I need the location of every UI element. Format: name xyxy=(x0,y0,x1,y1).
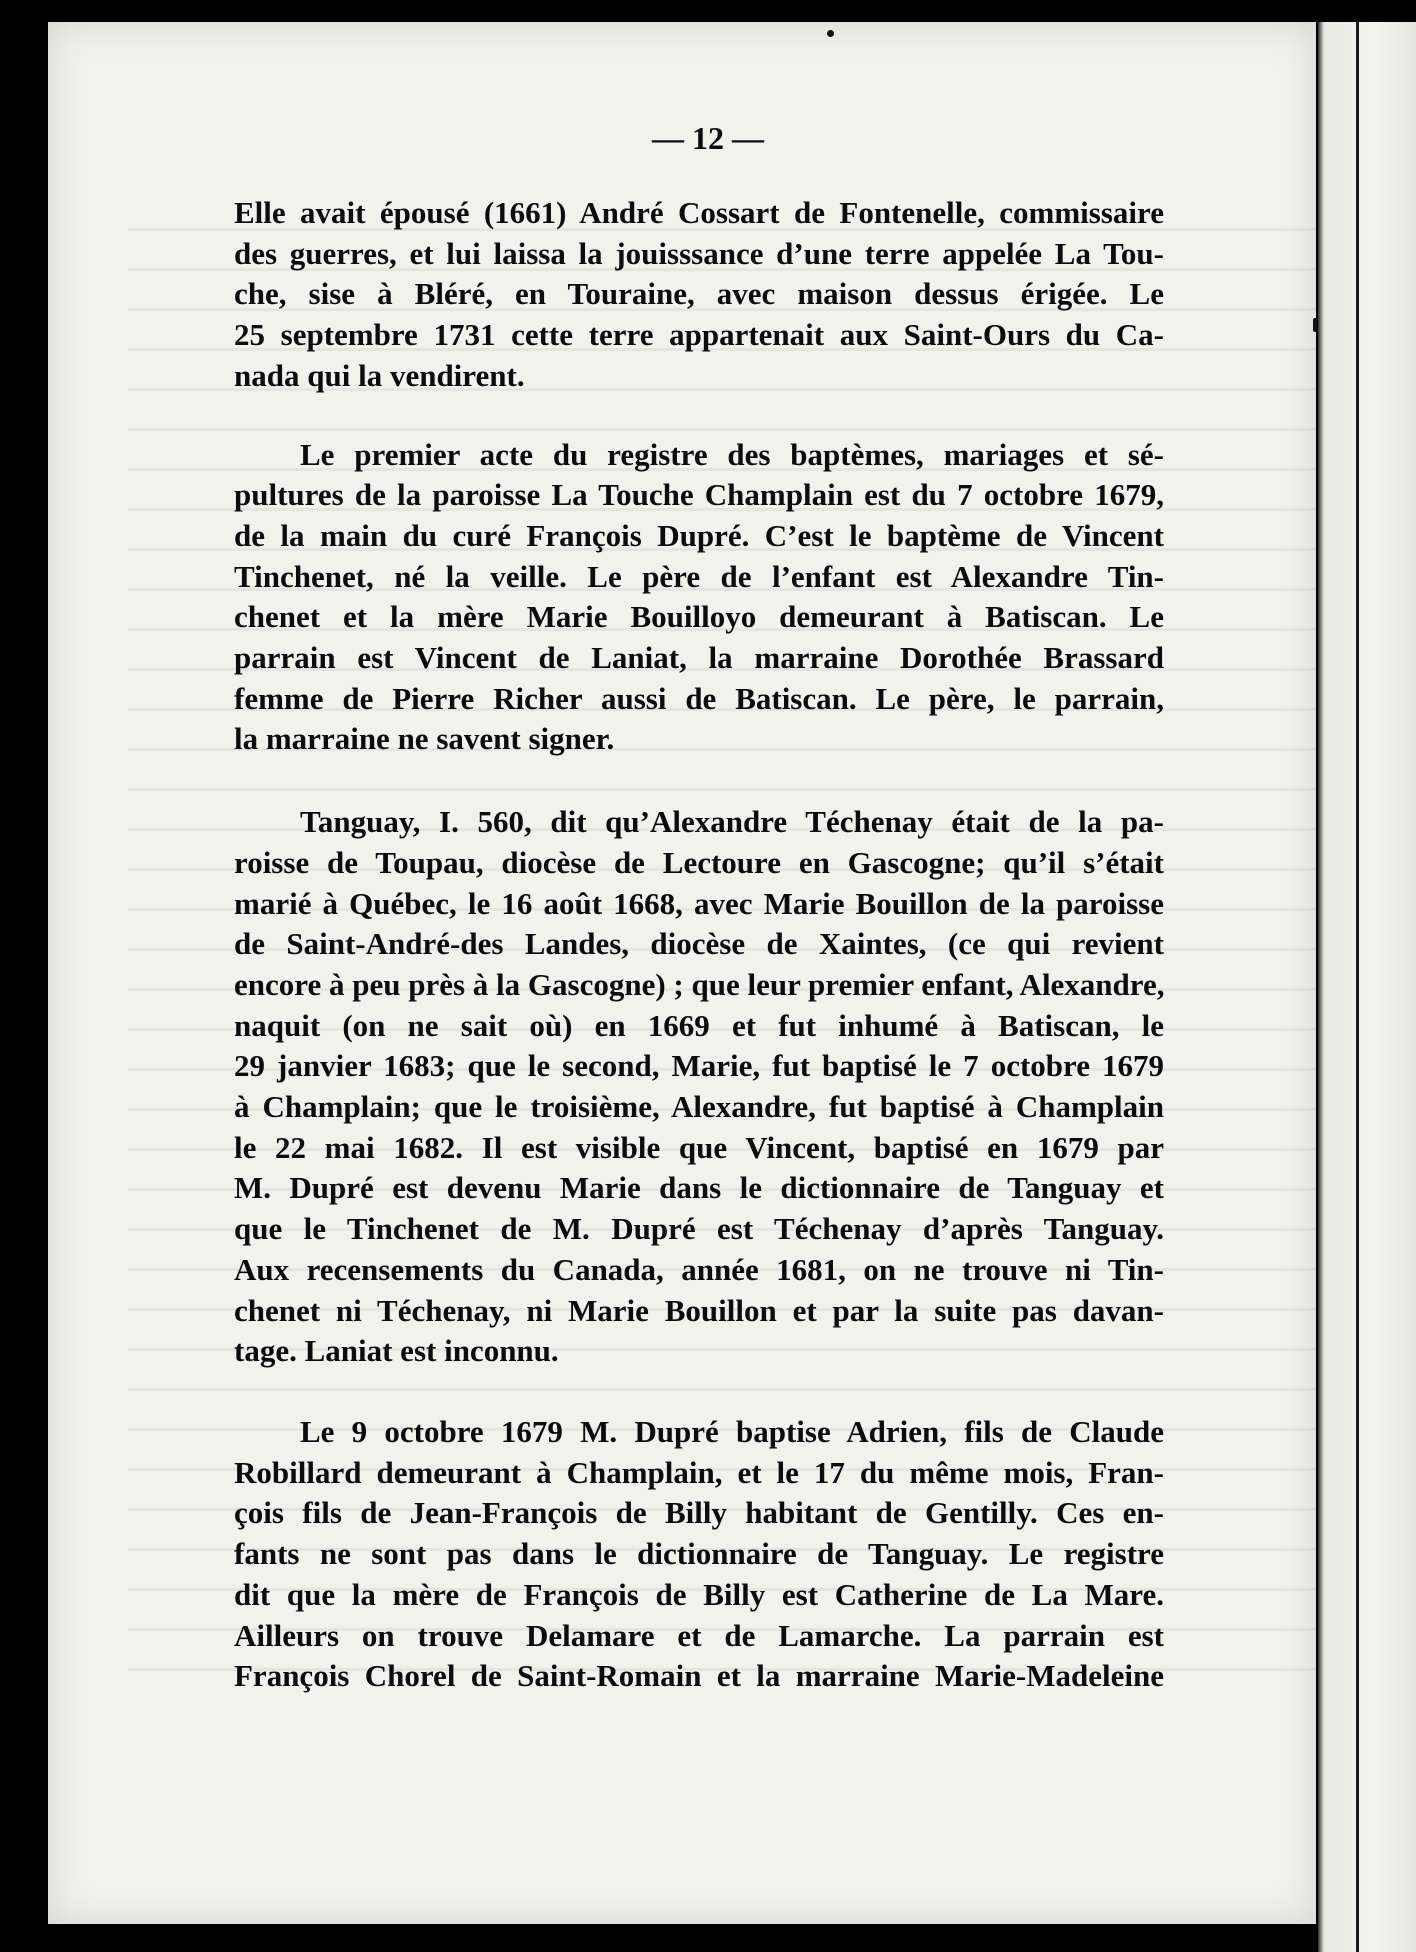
text-line: Aux recensements du Canada, année 1681, on ne trouve ni Tin- xyxy=(234,1251,1164,1287)
text-line: de la main du curé François Dupré. C’est le baptème de Vincent xyxy=(234,517,1164,553)
text-line: Ailleurs on trouve Delamare et de Lamarche. La parrain est xyxy=(234,1617,1164,1653)
text-line: pultures de la paroisse La Touche Champlain est du 7 octobre 1679, xyxy=(234,477,1164,513)
paragraph xyxy=(234,193,1164,397)
text-line: le 22 mai 1682. Il est visible que Vincent, baptisé en 1679 par xyxy=(234,1129,1164,1165)
text-line: encore à peu près à la Gascogne) ; que leur premier enfant, Alexandre, xyxy=(234,966,1165,1002)
text-line: nada qui la vendirent. xyxy=(234,357,525,393)
paragraph xyxy=(234,435,1164,761)
text-line: Tinchenet, né la veille. Le père de l’enfant est Alexandre Tin- xyxy=(234,558,1164,594)
text-line: M. Dupré est devenu Marie dans le dictionnaire de Tanguay et xyxy=(234,1170,1164,1206)
text-line: que le Tinchenet de M. Dupré est Téchenay d’après Tanguay. xyxy=(234,1211,1164,1247)
text-line: naquit (on ne sait où) en 1669 et fut inhumé à Batiscan, le xyxy=(234,1007,1164,1043)
text-line: des guerres, et lui laissa la jouisssance d’une terre appelée La Tou- xyxy=(234,235,1164,271)
text-line: chenet et la mère Marie Bouilloyo demeurant à Batiscan. Le xyxy=(234,599,1164,635)
text-line: dit que la mère de François de Billy est Catherine de La Mare. xyxy=(234,1576,1164,1612)
text-line: roisse de Toupau, diocèse de Lectoure en Gascogne; qu’il s’était xyxy=(234,844,1164,880)
text-line: Robillard demeurant à Champlain, et le 17 du même mois, Fran- xyxy=(234,1454,1164,1490)
body-text xyxy=(234,193,1164,1697)
text-line: à Champlain; que le troisième, Alexandre, fut baptisé à Champlain xyxy=(234,1089,1164,1125)
text-line: de Saint-André-des Landes, diocèse de Xaintes, (ce qui revient xyxy=(234,926,1164,962)
text-line: Elle avait épousé (1661) André Cossart de Fontenelle, commissaire xyxy=(234,195,1164,230)
text-line: femme de Pierre Richer aussi de Batiscan. Le père, le parrain, xyxy=(234,680,1164,716)
text-line: che, sise à Bléré, en Touraine, avec maison dessus érigée. Le xyxy=(234,276,1164,312)
text-line: Le premier acte du registre des baptèmes, mariages et sé- xyxy=(300,436,1164,472)
text-line: fants ne sont pas dans le dictionnaire de Tanguay. Le registre xyxy=(234,1536,1164,1572)
text-line: çois fils de Jean-François de Billy habitant de Gentilly. Ces en- xyxy=(234,1495,1164,1531)
text-line: parrain est Vincent de Laniat, la marraine Dorothée Brassard xyxy=(234,640,1164,676)
text-line: François Chorel de Saint-Romain et la marraine Marie-Madeleine xyxy=(234,1658,1164,1694)
adjacent-page-edge xyxy=(1318,22,1416,1952)
text-line: chenet ni Téchenay, ni Marie Bouillon et par la suite pas davan- xyxy=(234,1292,1164,1328)
scan-speck xyxy=(1313,318,1317,332)
paragraph xyxy=(234,802,1164,1372)
text-line: Tanguay, I. 560, dit qu’Alexandre Téchenay était de la pa- xyxy=(300,804,1164,840)
text-line: tage. Laniat est inconnu. xyxy=(234,1333,559,1369)
text-line: marié à Québec, le 16 août 1668, avec Marie Bouillon de la paroisse xyxy=(234,885,1164,921)
scan-speck xyxy=(827,30,834,37)
text-line: la marraine ne savent signer. xyxy=(234,721,615,757)
text-line: 25 septembre 1731 cette terre appartenait aux Saint-Ours du Ca- xyxy=(234,317,1164,353)
paragraph xyxy=(234,1412,1164,1697)
text-line: 29 janvier 1683; que le second, Marie, fut baptisé le 7 octobre 1679 xyxy=(234,1048,1164,1084)
page-number: — 12 — xyxy=(652,120,764,156)
text-line: Le 9 octobre 1679 M. Dupré baptise Adrien, fils de Claude xyxy=(300,1413,1164,1449)
